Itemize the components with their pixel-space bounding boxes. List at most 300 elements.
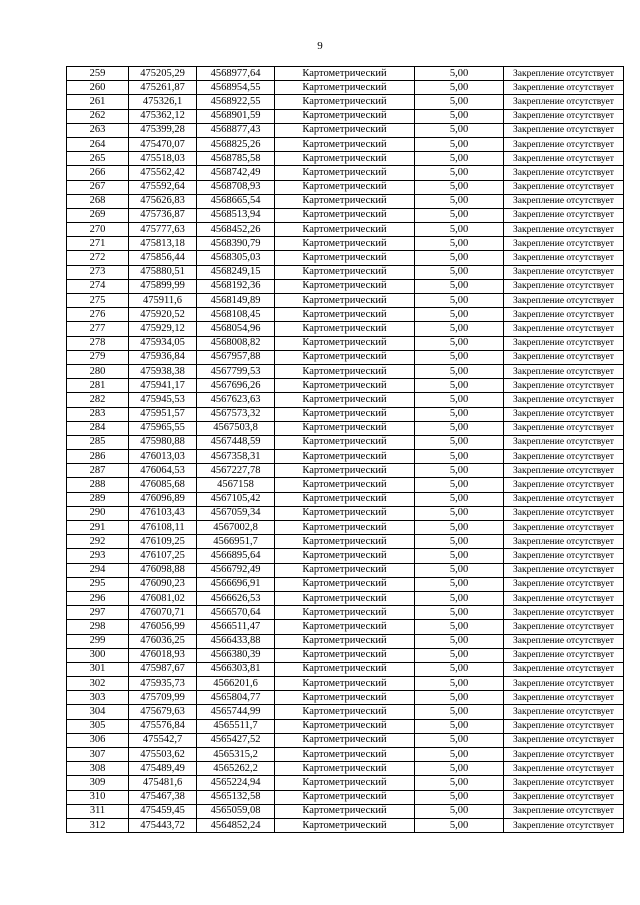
point-number-cell: 277: [67, 322, 129, 336]
accuracy-cell: 5,00: [415, 478, 504, 492]
fixation-note-cell: Закрепление отсутствует: [504, 194, 624, 208]
y-coordinate-cell: 4568513,94: [197, 208, 275, 222]
accuracy-cell: 5,00: [415, 265, 504, 279]
point-number-cell: 275: [67, 294, 129, 308]
fixation-note-cell: Закрепление отсутствует: [504, 634, 624, 648]
point-number-cell: 286: [67, 450, 129, 464]
table-row: [67, 818, 624, 832]
x-coordinate-cell: 476109,25: [129, 535, 197, 549]
method-cell: Картометрический: [275, 776, 415, 790]
table-row: [67, 421, 624, 435]
table-row: [67, 137, 624, 151]
y-coordinate-cell: 4568665,54: [197, 194, 275, 208]
x-coordinate-cell: 475929,12: [129, 322, 197, 336]
y-coordinate-cell: 4565224,94: [197, 776, 275, 790]
table-row: [67, 450, 624, 464]
y-coordinate-cell: 4568708,93: [197, 180, 275, 194]
point-number-cell: 272: [67, 251, 129, 265]
table-row: [67, 123, 624, 137]
x-coordinate-cell: 476081,02: [129, 591, 197, 605]
point-number-cell: 282: [67, 393, 129, 407]
x-coordinate-cell: 475326,1: [129, 95, 197, 109]
accuracy-cell: 5,00: [415, 166, 504, 180]
table-row: [67, 591, 624, 605]
x-coordinate-cell: 475911,6: [129, 294, 197, 308]
y-coordinate-cell: 4567696,26: [197, 379, 275, 393]
accuracy-cell: 5,00: [415, 223, 504, 237]
method-cell: Картометрический: [275, 464, 415, 478]
table-row: [67, 535, 624, 549]
fixation-note-cell: Закрепление отсутствует: [504, 379, 624, 393]
point-number-cell: 271: [67, 237, 129, 251]
fixation-note-cell: Закрепление отсутствует: [504, 521, 624, 535]
method-cell: Картометрический: [275, 265, 415, 279]
point-number-cell: 269: [67, 208, 129, 222]
point-number-cell: 274: [67, 279, 129, 293]
x-coordinate-cell: 475470,07: [129, 137, 197, 151]
y-coordinate-cell: 4567059,34: [197, 506, 275, 520]
method-cell: Картометрический: [275, 733, 415, 747]
x-coordinate-cell: 476107,25: [129, 549, 197, 563]
method-cell: Картометрический: [275, 67, 415, 81]
y-coordinate-cell: 4564852,24: [197, 818, 275, 832]
accuracy-cell: 5,00: [415, 279, 504, 293]
point-number-cell: 306: [67, 733, 129, 747]
fixation-note-cell: Закрепление отсутствует: [504, 137, 624, 151]
point-number-cell: 296: [67, 591, 129, 605]
fixation-note-cell: Закрепление отсутствует: [504, 152, 624, 166]
x-coordinate-cell: 475362,12: [129, 109, 197, 123]
accuracy-cell: 5,00: [415, 662, 504, 676]
method-cell: Картометрический: [275, 790, 415, 804]
y-coordinate-cell: 4565132,58: [197, 790, 275, 804]
fixation-note-cell: Закрепление отсутствует: [504, 364, 624, 378]
table-row: [67, 152, 624, 166]
y-coordinate-cell: 4565427,52: [197, 733, 275, 747]
x-coordinate-cell: 475518,03: [129, 152, 197, 166]
fixation-note-cell: Закрепление отсутствует: [504, 705, 624, 719]
accuracy-cell: 5,00: [415, 251, 504, 265]
accuracy-cell: 5,00: [415, 294, 504, 308]
fixation-note-cell: Закрепление отсутствует: [504, 322, 624, 336]
accuracy-cell: 5,00: [415, 123, 504, 137]
table-row: [67, 662, 624, 676]
point-number-cell: 288: [67, 478, 129, 492]
method-cell: Картометрический: [275, 762, 415, 776]
point-number-cell: 295: [67, 577, 129, 591]
method-cell: Картометрический: [275, 435, 415, 449]
x-coordinate-cell: 475880,51: [129, 265, 197, 279]
method-cell: Картометрический: [275, 478, 415, 492]
y-coordinate-cell: 4568008,82: [197, 336, 275, 350]
table-row: [67, 223, 624, 237]
accuracy-cell: 5,00: [415, 450, 504, 464]
fixation-note-cell: Закрепление отсутствует: [504, 393, 624, 407]
x-coordinate-cell: 475679,63: [129, 705, 197, 719]
point-number-cell: 283: [67, 407, 129, 421]
y-coordinate-cell: 4568305,03: [197, 251, 275, 265]
table-row: [67, 336, 624, 350]
x-coordinate-cell: 476096,89: [129, 492, 197, 506]
point-number-cell: 276: [67, 308, 129, 322]
y-coordinate-cell: 4568149,89: [197, 294, 275, 308]
accuracy-cell: 5,00: [415, 379, 504, 393]
table-row: [67, 606, 624, 620]
accuracy-cell: 5,00: [415, 364, 504, 378]
method-cell: Картометрический: [275, 208, 415, 222]
x-coordinate-cell: 476018,93: [129, 648, 197, 662]
method-cell: Картометрический: [275, 251, 415, 265]
fixation-note-cell: Закрепление отсутствует: [504, 691, 624, 705]
x-coordinate-cell: 475489,49: [129, 762, 197, 776]
fixation-note-cell: Закрепление отсутствует: [504, 81, 624, 95]
x-coordinate-cell: 475709,99: [129, 691, 197, 705]
accuracy-cell: 5,00: [415, 563, 504, 577]
method-cell: Картометрический: [275, 81, 415, 95]
y-coordinate-cell: 4568192,36: [197, 279, 275, 293]
fixation-note-cell: Закрепление отсутствует: [504, 237, 624, 251]
y-coordinate-cell: 4567623,63: [197, 393, 275, 407]
point-number-cell: 293: [67, 549, 129, 563]
y-coordinate-cell: 4565804,77: [197, 691, 275, 705]
fixation-note-cell: Закрепление отсутствует: [504, 492, 624, 506]
y-coordinate-cell: 4565262,2: [197, 762, 275, 776]
accuracy-cell: 5,00: [415, 762, 504, 776]
accuracy-cell: 5,00: [415, 818, 504, 832]
accuracy-cell: 5,00: [415, 109, 504, 123]
method-cell: Картометрический: [275, 407, 415, 421]
accuracy-cell: 5,00: [415, 308, 504, 322]
accuracy-cell: 5,00: [415, 435, 504, 449]
method-cell: Картометрический: [275, 563, 415, 577]
table-row: [67, 705, 624, 719]
y-coordinate-cell: 4568452,26: [197, 223, 275, 237]
accuracy-cell: 5,00: [415, 137, 504, 151]
accuracy-cell: 5,00: [415, 152, 504, 166]
method-cell: Картометрический: [275, 818, 415, 832]
y-coordinate-cell: 4567002,8: [197, 521, 275, 535]
table-row: [67, 620, 624, 634]
table-row: [67, 804, 624, 818]
method-cell: Картометрический: [275, 152, 415, 166]
point-number-cell: 298: [67, 620, 129, 634]
y-coordinate-cell: 4567448,59: [197, 435, 275, 449]
method-cell: Картометрический: [275, 336, 415, 350]
table-row: [67, 762, 624, 776]
method-cell: Картометрический: [275, 662, 415, 676]
x-coordinate-cell: 475399,28: [129, 123, 197, 137]
x-coordinate-cell: 475936,84: [129, 350, 197, 364]
x-coordinate-cell: 475459,45: [129, 804, 197, 818]
table-row: [67, 322, 624, 336]
table-row: [67, 521, 624, 535]
y-coordinate-cell: 4568249,15: [197, 265, 275, 279]
fixation-note-cell: Закрепление отсутствует: [504, 407, 624, 421]
fixation-note-cell: Закрепление отсутствует: [504, 95, 624, 109]
x-coordinate-cell: 475777,63: [129, 223, 197, 237]
y-coordinate-cell: 4568054,96: [197, 322, 275, 336]
fixation-note-cell: Закрепление отсутствует: [504, 336, 624, 350]
point-number-cell: 261: [67, 95, 129, 109]
y-coordinate-cell: 4565059,08: [197, 804, 275, 818]
point-number-cell: 279: [67, 350, 129, 364]
table-row: [67, 634, 624, 648]
point-number-cell: 263: [67, 123, 129, 137]
table-row: [67, 364, 624, 378]
fixation-note-cell: Закрепление отсутствует: [504, 563, 624, 577]
table-row: [67, 393, 624, 407]
table-row: [67, 790, 624, 804]
table-row: [67, 648, 624, 662]
fixation-note-cell: Закрепление отсутствует: [504, 776, 624, 790]
accuracy-cell: 5,00: [415, 691, 504, 705]
method-cell: Картометрический: [275, 350, 415, 364]
method-cell: Картометрический: [275, 677, 415, 691]
x-coordinate-cell: 475443,72: [129, 818, 197, 832]
method-cell: Картометрический: [275, 294, 415, 308]
fixation-note-cell: Закрепление отсутствует: [504, 804, 624, 818]
y-coordinate-cell: 4566696,91: [197, 577, 275, 591]
table-row: [67, 464, 624, 478]
point-number-cell: 297: [67, 606, 129, 620]
y-coordinate-cell: 4565315,2: [197, 748, 275, 762]
fixation-note-cell: Закрепление отсутствует: [504, 790, 624, 804]
point-number-cell: 312: [67, 818, 129, 832]
method-cell: Картометрический: [275, 549, 415, 563]
method-cell: Картометрический: [275, 379, 415, 393]
x-coordinate-cell: 476013,03: [129, 450, 197, 464]
table-row: [67, 677, 624, 691]
x-coordinate-cell: 476056,99: [129, 620, 197, 634]
accuracy-cell: 5,00: [415, 506, 504, 520]
accuracy-cell: 5,00: [415, 208, 504, 222]
fixation-note-cell: Закрепление отсутствует: [504, 606, 624, 620]
method-cell: Картометрический: [275, 606, 415, 620]
method-cell: Картометрический: [275, 748, 415, 762]
fixation-note-cell: Закрепление отсутствует: [504, 223, 624, 237]
table-row: [67, 506, 624, 520]
method-cell: Картометрический: [275, 535, 415, 549]
x-coordinate-cell: 476085,68: [129, 478, 197, 492]
y-coordinate-cell: 4567503,8: [197, 421, 275, 435]
table-row: [67, 350, 624, 364]
accuracy-cell: 5,00: [415, 322, 504, 336]
accuracy-cell: 5,00: [415, 350, 504, 364]
y-coordinate-cell: 4566951,7: [197, 535, 275, 549]
y-coordinate-cell: 4568922,55: [197, 95, 275, 109]
method-cell: Картометрический: [275, 804, 415, 818]
accuracy-cell: 5,00: [415, 237, 504, 251]
point-number-cell: 265: [67, 152, 129, 166]
x-coordinate-cell: 475965,55: [129, 421, 197, 435]
table-row: [67, 407, 624, 421]
method-cell: Картометрический: [275, 591, 415, 605]
x-coordinate-cell: 475945,53: [129, 393, 197, 407]
point-number-cell: 308: [67, 762, 129, 776]
y-coordinate-cell: 4566433,88: [197, 634, 275, 648]
accuracy-cell: 5,00: [415, 521, 504, 535]
method-cell: Картометрический: [275, 137, 415, 151]
y-coordinate-cell: 4566570,64: [197, 606, 275, 620]
table-row: [67, 194, 624, 208]
x-coordinate-cell: 475592,64: [129, 180, 197, 194]
point-number-cell: 287: [67, 464, 129, 478]
table-row: [67, 237, 624, 251]
point-number-cell: 270: [67, 223, 129, 237]
accuracy-cell: 5,00: [415, 194, 504, 208]
table-row: [67, 719, 624, 733]
method-cell: Картометрический: [275, 308, 415, 322]
x-coordinate-cell: 476070,71: [129, 606, 197, 620]
table-row: [67, 748, 624, 762]
table-row: [67, 435, 624, 449]
fixation-note-cell: Закрепление отсутствует: [504, 123, 624, 137]
x-coordinate-cell: 476103,43: [129, 506, 197, 520]
fixation-note-cell: Закрепление отсутствует: [504, 294, 624, 308]
fixation-note-cell: Закрепление отсутствует: [504, 166, 624, 180]
table-row: [67, 265, 624, 279]
point-number-cell: 273: [67, 265, 129, 279]
point-number-cell: 299: [67, 634, 129, 648]
point-number-cell: 266: [67, 166, 129, 180]
y-coordinate-cell: 4565511,7: [197, 719, 275, 733]
y-coordinate-cell: 4566792,49: [197, 563, 275, 577]
table-row: [67, 81, 624, 95]
fixation-note-cell: Закрепление отсутствует: [504, 67, 624, 81]
y-coordinate-cell: 4566303,81: [197, 662, 275, 676]
table-row: [67, 294, 624, 308]
method-cell: Картометрический: [275, 223, 415, 237]
point-number-cell: 264: [67, 137, 129, 151]
accuracy-cell: 5,00: [415, 577, 504, 591]
point-number-cell: 290: [67, 506, 129, 520]
y-coordinate-cell: 4568742,49: [197, 166, 275, 180]
method-cell: Картометрический: [275, 279, 415, 293]
fixation-note-cell: Закрепление отсутствует: [504, 308, 624, 322]
x-coordinate-cell: 475856,44: [129, 251, 197, 265]
y-coordinate-cell: 4567158: [197, 478, 275, 492]
x-coordinate-cell: 476090,23: [129, 577, 197, 591]
accuracy-cell: 5,00: [415, 81, 504, 95]
x-coordinate-cell: 475576,84: [129, 719, 197, 733]
table-row: [67, 691, 624, 705]
y-coordinate-cell: 4567105,42: [197, 492, 275, 506]
point-number-cell: 281: [67, 379, 129, 393]
y-coordinate-cell: 4568877,43: [197, 123, 275, 137]
y-coordinate-cell: 4568977,64: [197, 67, 275, 81]
accuracy-cell: 5,00: [415, 648, 504, 662]
fixation-note-cell: Закрепление отсутствует: [504, 719, 624, 733]
accuracy-cell: 5,00: [415, 535, 504, 549]
method-cell: Картометрический: [275, 180, 415, 194]
method-cell: Картометрический: [275, 719, 415, 733]
fixation-note-cell: Закрепление отсутствует: [504, 421, 624, 435]
point-number-cell: 291: [67, 521, 129, 535]
x-coordinate-cell: 475938,38: [129, 364, 197, 378]
x-coordinate-cell: 475467,38: [129, 790, 197, 804]
table-row: [67, 549, 624, 563]
x-coordinate-cell: 475934,05: [129, 336, 197, 350]
table-row: [67, 492, 624, 506]
method-cell: Картометрический: [275, 166, 415, 180]
fixation-note-cell: Закрепление отсутствует: [504, 620, 624, 634]
x-coordinate-cell: 475261,87: [129, 81, 197, 95]
accuracy-cell: 5,00: [415, 705, 504, 719]
point-number-cell: 259: [67, 67, 129, 81]
method-cell: Картометрический: [275, 705, 415, 719]
method-cell: Картометрический: [275, 450, 415, 464]
y-coordinate-cell: 4567799,53: [197, 364, 275, 378]
accuracy-cell: 5,00: [415, 464, 504, 478]
fixation-note-cell: Закрепление отсутствует: [504, 208, 624, 222]
accuracy-cell: 5,00: [415, 719, 504, 733]
method-cell: Картометрический: [275, 506, 415, 520]
point-number-cell: 309: [67, 776, 129, 790]
accuracy-cell: 5,00: [415, 776, 504, 790]
accuracy-cell: 5,00: [415, 67, 504, 81]
method-cell: Картометрический: [275, 648, 415, 662]
x-coordinate-cell: 475899,99: [129, 279, 197, 293]
point-number-cell: 267: [67, 180, 129, 194]
point-number-cell: 289: [67, 492, 129, 506]
fixation-note-cell: Закрепление отсутствует: [504, 251, 624, 265]
point-number-cell: 304: [67, 705, 129, 719]
x-coordinate-cell: 475935,73: [129, 677, 197, 691]
table-row: [67, 279, 624, 293]
table-row: [67, 563, 624, 577]
method-cell: Картометрический: [275, 577, 415, 591]
method-cell: Картометрический: [275, 634, 415, 648]
x-coordinate-cell: 475503,62: [129, 748, 197, 762]
method-cell: Картометрический: [275, 421, 415, 435]
x-coordinate-cell: 475920,52: [129, 308, 197, 322]
method-cell: Картометрический: [275, 123, 415, 137]
coordinates-table: [66, 66, 624, 833]
y-coordinate-cell: 4567227,78: [197, 464, 275, 478]
accuracy-cell: 5,00: [415, 733, 504, 747]
y-coordinate-cell: 4568954,55: [197, 81, 275, 95]
point-number-cell: 260: [67, 81, 129, 95]
accuracy-cell: 5,00: [415, 591, 504, 605]
fixation-note-cell: Закрепление отсутствует: [504, 265, 624, 279]
fixation-note-cell: Закрепление отсутствует: [504, 549, 624, 563]
method-cell: Картометрический: [275, 521, 415, 535]
accuracy-cell: 5,00: [415, 748, 504, 762]
method-cell: Картометрический: [275, 109, 415, 123]
x-coordinate-cell: 476098,88: [129, 563, 197, 577]
accuracy-cell: 5,00: [415, 549, 504, 563]
fixation-note-cell: Закрепление отсутствует: [504, 733, 624, 747]
point-number-cell: 310: [67, 790, 129, 804]
y-coordinate-cell: 4567957,88: [197, 350, 275, 364]
x-coordinate-cell: 475542,7: [129, 733, 197, 747]
fixation-note-cell: Закрепление отсутствует: [504, 450, 624, 464]
point-number-cell: 300: [67, 648, 129, 662]
fixation-note-cell: Закрепление отсутствует: [504, 662, 624, 676]
fixation-note-cell: Закрепление отсутствует: [504, 535, 624, 549]
x-coordinate-cell: 475481,6: [129, 776, 197, 790]
x-coordinate-cell: 475626,83: [129, 194, 197, 208]
x-coordinate-cell: 475941,17: [129, 379, 197, 393]
y-coordinate-cell: 4568901,59: [197, 109, 275, 123]
table-row: [67, 166, 624, 180]
y-coordinate-cell: 4567573,32: [197, 407, 275, 421]
fixation-note-cell: Закрепление отсутствует: [504, 818, 624, 832]
fixation-note-cell: Закрепление отсутствует: [504, 435, 624, 449]
method-cell: Картометрический: [275, 492, 415, 506]
y-coordinate-cell: 4568390,79: [197, 237, 275, 251]
method-cell: Картометрический: [275, 322, 415, 336]
